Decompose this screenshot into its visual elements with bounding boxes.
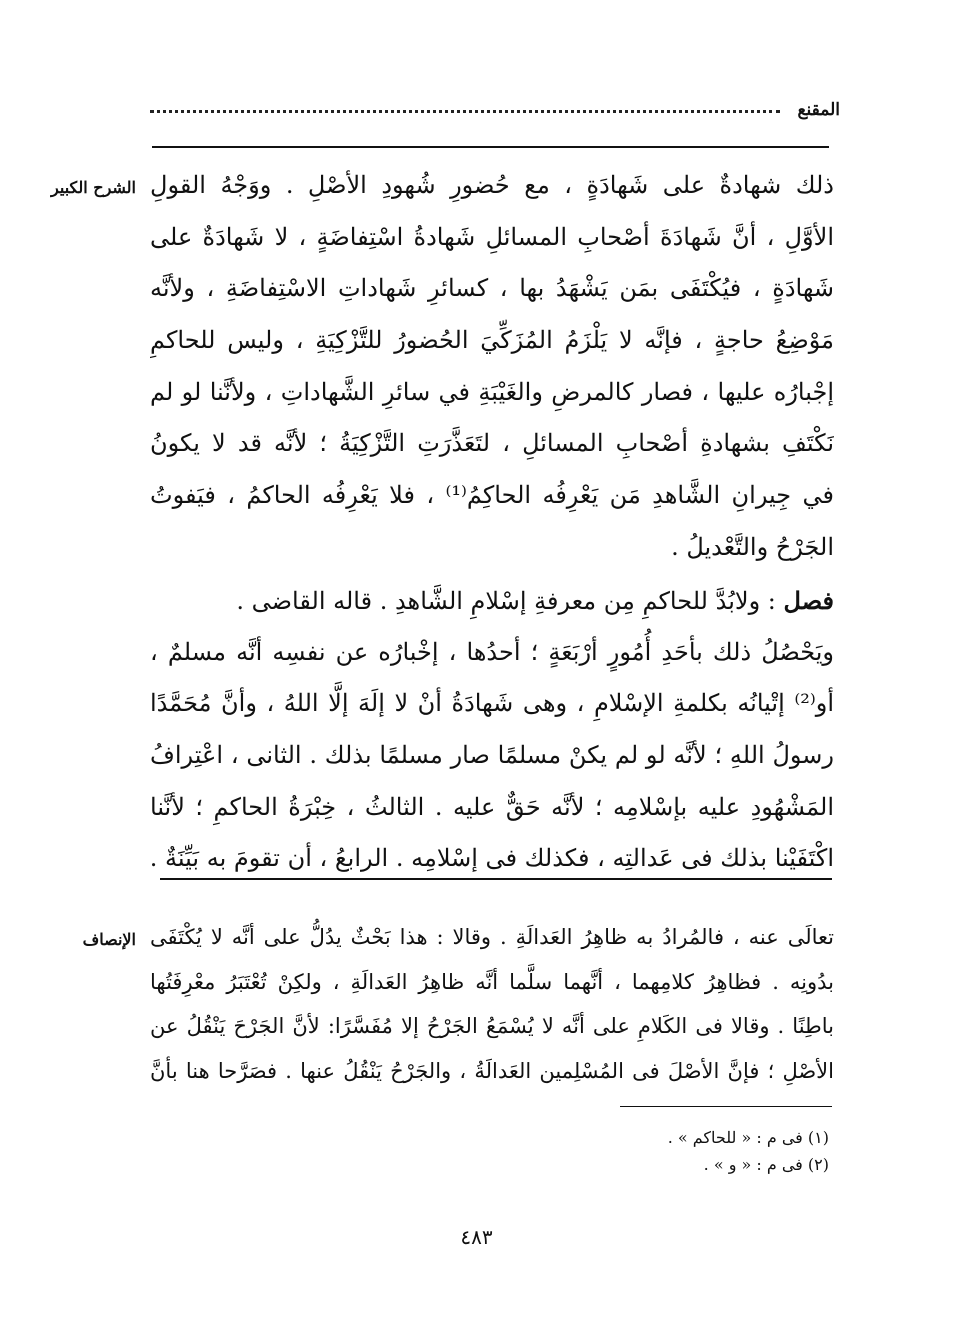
footnotes — [668, 1124, 829, 1178]
fasl-heading: فصل — [783, 586, 834, 615]
footnote: (٢) فى م : « و » . — [703, 1155, 829, 1174]
insaf-side-label: الإنصاف — [82, 930, 136, 949]
header-rule — [152, 146, 829, 148]
sharh-line: مَوْضِعُ حاجةٍ ، فإنَّه لا يَلْزَمُ المُزَكِّيَ الحُضورُ للتَّزْكِيَةِ ، وليس للحاكمِ — [150, 326, 834, 355]
sharh-line: نَكْتَفِ بشهادةِ أصْحابِ المسائلِ ، لتَعَذَّرَتِ التَّزْكِيَةُ ؛ لأنَّه قد لا يكونُ — [150, 429, 834, 458]
page-header — [150, 100, 840, 136]
section-divider — [160, 878, 832, 880]
sharh-line: شَهادَةٍ ، فيُكْتَفَى بمَن يَشْهَدُ بها ، كسائرِ شَهاداتِ الاسْتِفاضَةِ ، ولأنَّه — [150, 274, 834, 303]
fasl-line: أو⁽²⁾ إتْيانُه بكلمةِ الإسْلامِ ، وهى شَهادَةُ أنْ لا إلَهَ إلَّا اللهُ ، وأنَّ مُحَمَّدًا — [150, 689, 834, 718]
fasl-first-line — [150, 575, 834, 627]
sharh-side-label: الشرح الكبير — [51, 178, 136, 197]
header-dotted-leader — [150, 110, 780, 113]
sharh-line: الأوَّلِ ، أنَّ شَهادَةَ أصْحابِ المسائلِ شَهادةُ اسْتِفاضَةٍ ، لا شَهادَةٌ على — [150, 222, 834, 251]
insaf-line: بدُونِه . فظاهِرُ كلامِهما ، أنَّهما سلَّما أنَّه ظاهِرُ العَدالَةِ ، ولكِنْ تُعْتَبَرُ معْرِفَتُها — [150, 969, 834, 994]
insaf-line: الأصْلِ ؛ فإنَّ الأصْلَ فى المُسْلِمين العَدالَةُ ، والجَرْحُ يَنْقُلُ عنها . فصَرَّحا هنا بأنَّ — [150, 1058, 834, 1083]
footnote: (١) فى م : « للحاكم » . — [667, 1128, 829, 1147]
header-title: المقنع — [797, 100, 840, 120]
fasl-line: رسولُ اللهِ ؛ لأنَّه لو لم يكنْ مسلمًا صار مسلمًا بذلك . الثانى ، اعْتِرافُ — [150, 741, 834, 770]
sharh-line: الجَرْحُ والتَّعْديلُ . — [671, 532, 834, 561]
fasl-section — [150, 575, 834, 885]
footnote-rule — [620, 1106, 832, 1107]
fasl-line: ويَحْصُلُ ذلك بأحَدِ أُمُورٍ أرْبَعَةٍ ؛ أحدُها ، إخْبارُه عن نفسِه أنَّه مسلمٌ ، — [150, 637, 834, 666]
sharh-text — [150, 160, 834, 574]
insaf-text — [150, 915, 834, 1093]
fasl-line: اكْتَفَيْنا بذلك فى عَدالتِه ، فكذلك فى إسْلامِه . الرابعُ ، أن تقومَ به بَيِّنَةٌ . — [150, 844, 834, 873]
sharh-line: إجْبارُه عليها ، فصار كالمرضِ والغَيْبَةِ في سائرِ الشَّهاداتِ ، ولأنَّنا لو لم — [150, 377, 834, 406]
fasl-line: : ولابُدَّ للحاكمِ مِن معرفةِ إسْلامِ الشَّاهدِ . قاله القاضى . — [236, 587, 784, 615]
fasl-line: المَشْهُودِ عليه بإسْلامِه ؛ لأنَّه حَقٌّ عليه . الثالثُ ، خِبْرَةُ الحاكمِ ؛ لأنَّنا — [150, 792, 834, 821]
insaf-line: باطِنًا . وقالا فى الكَلامِ على أنَّه لا يُسْمَعُ الجَرْحُ إلا مُفَسَّرًا: لأنَّ الجَرْحَ يَنْقُلُ عن — [150, 1014, 834, 1038]
sharh-line: ذلك شهادةٌ على شَهادَةٍ ، مع حُضورِ شُهودِ الأصْلِ . ووَجْهُ القولِ — [150, 171, 834, 199]
sharh-line: في جِيرانِ الشَّاهدِ مَن يَعْرِفُه الحاكِمُ⁽¹⁾ ، فلا يَعْرِفُه الحاكمُ ، فيَفوتُ — [150, 481, 834, 510]
insaf-line: تعالَى عنه ، فالمُرادُ به ظاهِرُ العَدالَةِ . وقالا : هذا بَحْثٌ يدُلُّ على أنَّه لا يُكْتَفَى — [150, 925, 834, 949]
page-number: ٤٨٣ — [460, 1225, 493, 1249]
